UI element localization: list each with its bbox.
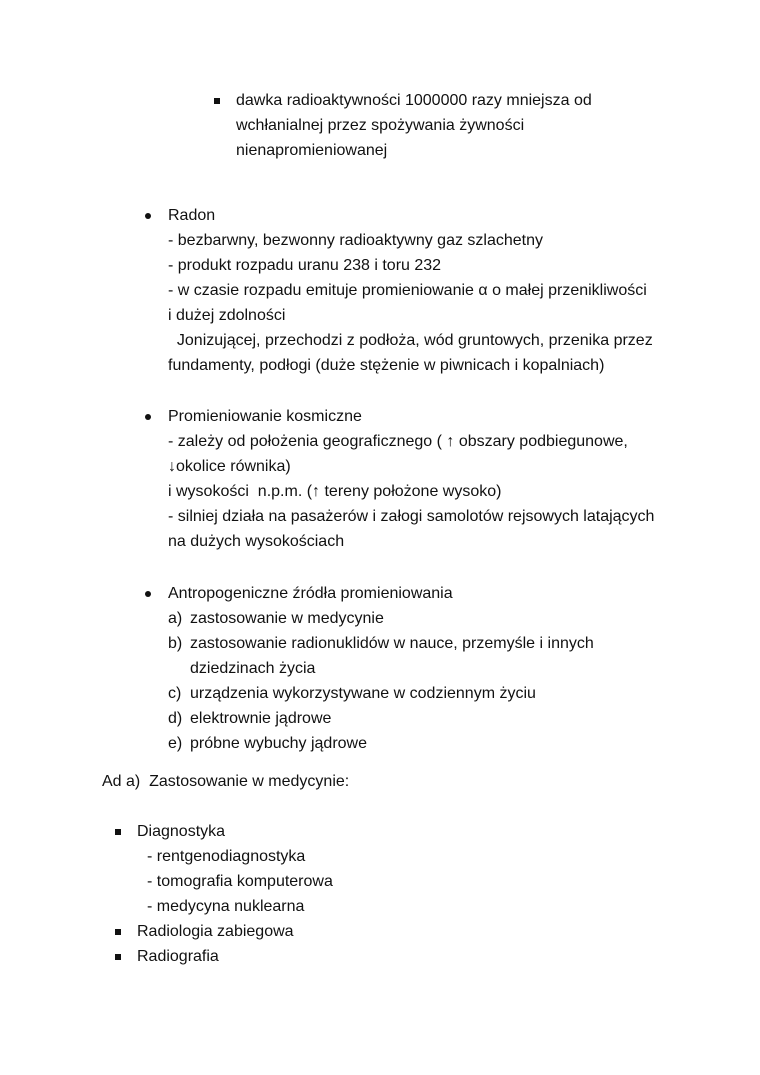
text-line: ↓okolice równika) bbox=[168, 458, 291, 475]
text-line: Jonizującej, przechodzi z podłoża, wód gruntowych, przenika przez bbox=[168, 332, 653, 349]
text-line: i dużej zdolności bbox=[168, 307, 286, 324]
radiology-item: Radiologia zabiegowa bbox=[137, 923, 294, 940]
text-line: - silniej działa na pasażerów i załogi samolotów rejsowych latających bbox=[168, 508, 655, 525]
text-line: - zależy od położenia geograficznego ( ↑ obszary podbiegunowe, bbox=[168, 433, 628, 450]
list-marker: b) bbox=[168, 635, 183, 652]
list-item: zastosowanie w medycynie bbox=[190, 610, 384, 627]
round-bullet-icon bbox=[145, 414, 151, 420]
list-item: elektrownie jądrowe bbox=[190, 710, 332, 727]
text-line: - medycyna nuklearna bbox=[147, 898, 305, 915]
radiography-item: Radiografia bbox=[137, 948, 219, 965]
diagnostics-title: Diagnostyka bbox=[137, 823, 226, 840]
text-line: - produkt rozpadu uranu 238 i toru 232 bbox=[168, 257, 442, 274]
text-line: i wysokości n.p.m. (↑ tereny położone wysoko) bbox=[168, 483, 502, 500]
text-line: - tomografia komputerowa bbox=[147, 873, 333, 890]
text-line: nienapromieniowanej bbox=[236, 142, 388, 159]
round-bullet-icon bbox=[145, 591, 151, 597]
square-bullet-icon bbox=[115, 954, 121, 960]
square-bullet-icon bbox=[115, 829, 121, 835]
list-marker: e) bbox=[168, 735, 183, 752]
list-item: próbne wybuchy jądrowe bbox=[190, 735, 367, 752]
section-title-cosmic: Promieniowanie kosmiczne bbox=[168, 408, 362, 425]
text-line: fundamenty, podłogi (duże stężenie w piwnicach i kopalniach) bbox=[168, 357, 605, 374]
text-line: na dużych wysokościach bbox=[168, 533, 345, 550]
text-line: - w czasie rozpadu emituje promieniowanie α o małej przenikliwości bbox=[168, 282, 647, 299]
list-marker: a) bbox=[168, 610, 183, 627]
square-bullet-icon bbox=[115, 929, 121, 935]
list-marker: d) bbox=[168, 710, 183, 727]
square-bullet-icon bbox=[214, 98, 220, 104]
list-item: urządzenia wykorzystywane w codziennym życiu bbox=[190, 685, 536, 702]
text-line: wchłanialnej przez spożywania żywności bbox=[236, 117, 525, 134]
text-line: dawka radioaktywności 1000000 razy mniejsza od bbox=[236, 92, 592, 109]
list-item: dziedzinach życia bbox=[190, 660, 316, 677]
list-item: zastosowanie radionuklidów w nauce, przemyśle i innych bbox=[190, 635, 594, 652]
round-bullet-icon bbox=[145, 213, 151, 219]
list-marker: c) bbox=[168, 685, 182, 702]
section-title-radon: Radon bbox=[168, 207, 216, 224]
ad-a-heading: Ad a) Zastosowanie w medycynie: bbox=[102, 773, 350, 790]
text-line: - rentgenodiagnostyka bbox=[147, 848, 306, 865]
section-title-anthro: Antropogeniczne źródła promieniowania bbox=[168, 585, 453, 602]
text-line: - bezbarwny, bezwonny radioaktywny gaz szlachetny bbox=[168, 232, 543, 249]
